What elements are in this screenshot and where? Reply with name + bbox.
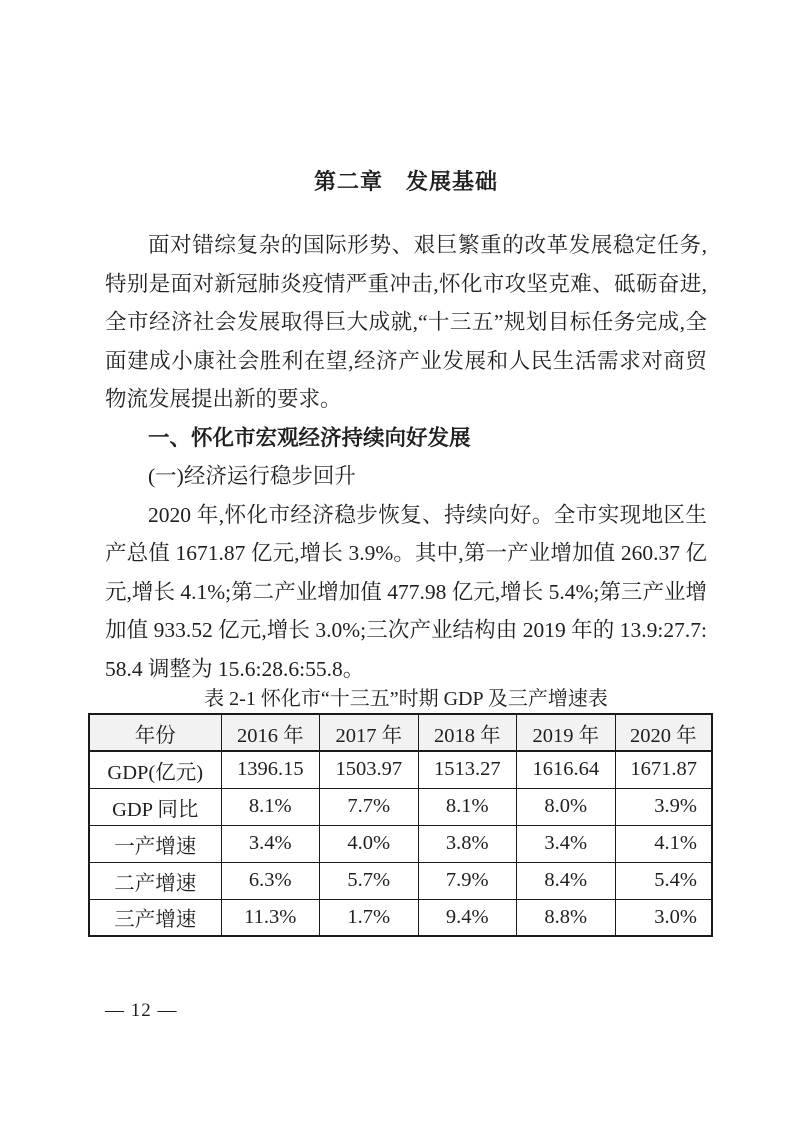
value-cell: 1396.15 <box>221 751 320 788</box>
value-cell: 8.4% <box>517 862 616 899</box>
value-cell: 3.9% <box>615 788 712 825</box>
value-cell: 8.1% <box>221 788 320 825</box>
value-cell: 8.8% <box>517 899 616 936</box>
value-cell: 4.1% <box>615 825 712 862</box>
value-cell: 3.0% <box>615 899 712 936</box>
header-cell-year: 2020 年 <box>615 714 712 751</box>
table-row <box>89 899 712 936</box>
row-label-cell: GDP(亿元) <box>89 751 221 788</box>
header-cell-year: 2019 年 <box>517 714 616 751</box>
value-cell: 5.7% <box>320 862 419 899</box>
subsection-heading: (一)经济运行稳步回升 <box>148 464 356 488</box>
table-row <box>89 825 712 862</box>
chapter-title: 第二章 发展基础 <box>313 169 498 194</box>
value-cell: 1616.64 <box>517 751 616 788</box>
table-row <box>89 751 712 788</box>
row-label-cell: 一产增速 <box>89 825 221 862</box>
header-cell-year: 2018 年 <box>418 714 517 751</box>
header-cell-year: 2016 年 <box>221 714 320 751</box>
paragraph-economy: 2020 年,怀化市经济稳步恢复、持续向好。全市实现地区生产总值 1671.87 亿元,增长 3.9%。其中,第一产业增加值 260.37 亿元,增长 4.1%;第二产业增加值 477.98 亿元,增长 5.4%;第三产业增加值 933.52 亿元,增长 3.0%;三次产业结构由 2019 年的 13.9:27.7:58.4 调整为 15.6:28.6:55.8。 <box>105 502 707 681</box>
section-heading: 一、怀化市宏观经济持续向好发展 <box>148 425 471 450</box>
gdp-table-body <box>89 751 712 936</box>
gdp-table <box>88 713 713 937</box>
paragraph-intro: 面对错综复杂的国际形势、艰巨繁重的改革发展稳定任务,特别是面对新冠肺炎疫情严重冲击,怀化市攻坚克难、砥砺奋进,全市经济社会发展取得巨大成就,“十三五”规划目标任务完成,全面建成小康社会胜利在望,经济产业发展和人民生活需求对商贸物流发展提出新的要求。 <box>105 233 707 411</box>
value-cell: 9.4% <box>418 899 517 936</box>
table-caption: 表 2-1 怀化市“十三五”时期 GDP 及三产增速表 <box>204 688 608 710</box>
row-label-cell: 三产增速 <box>89 899 221 936</box>
header-cell-year: 2017 年 <box>320 714 419 751</box>
value-cell: 4.0% <box>320 825 419 862</box>
value-cell: 5.4% <box>615 862 712 899</box>
row-label-cell: GDP 同比 <box>89 788 221 825</box>
value-cell: 7.9% <box>418 862 517 899</box>
value-cell: 3.8% <box>418 825 517 862</box>
table-row <box>89 788 712 825</box>
value-cell: 11.3% <box>221 899 320 936</box>
value-cell: 3.4% <box>517 825 616 862</box>
row-label-cell: 二产增速 <box>89 862 221 899</box>
value-cell: 1513.27 <box>418 751 517 788</box>
page-number: — 12 — <box>105 1000 178 1021</box>
value-cell: 1503.97 <box>320 751 419 788</box>
value-cell: 1671.87 <box>615 751 712 788</box>
value-cell: 6.3% <box>221 862 320 899</box>
table-header-row <box>89 714 712 751</box>
gdp-table-header <box>89 714 712 751</box>
page-content <box>105 0 707 937</box>
value-cell: 1.7% <box>320 899 419 936</box>
value-cell: 3.4% <box>221 825 320 862</box>
value-cell: 8.0% <box>517 788 616 825</box>
table-row <box>89 862 712 899</box>
header-cell-year-label: 年份 <box>89 714 221 751</box>
value-cell: 7.7% <box>320 788 419 825</box>
value-cell: 8.1% <box>418 788 517 825</box>
